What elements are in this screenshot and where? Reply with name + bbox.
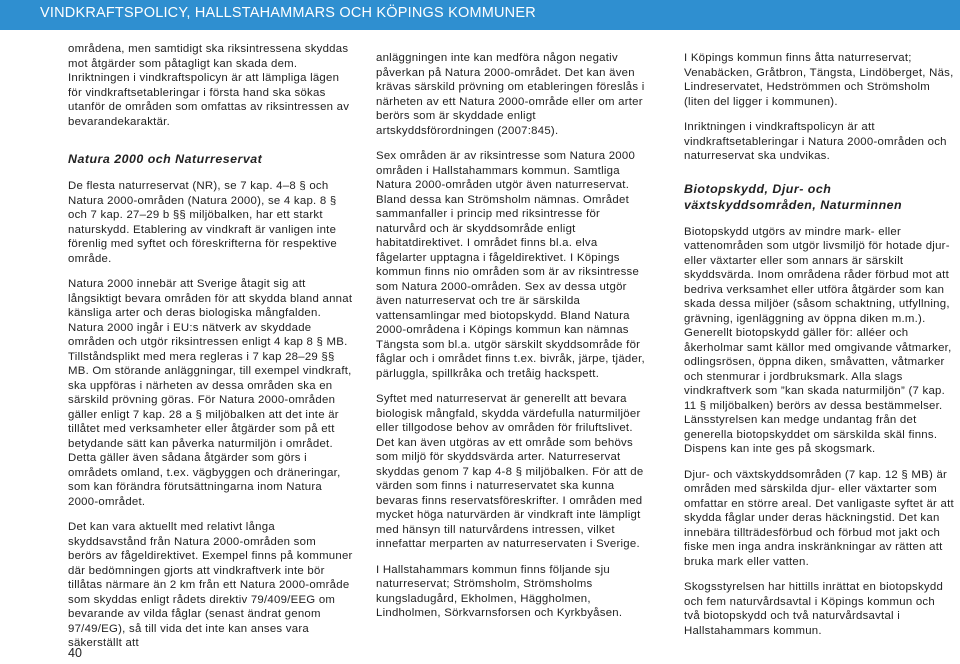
section-heading-natura-2000: Natura 2000 och Naturreservat — [68, 152, 263, 166]
paragraph: Skogsstyrelsen har hittills inrättat en biotopskydd och fem naturvårdsavtal i Köpings kommun och två biotopskydd och två naturvårdsavtal i Hallstahammars kommun. — [684, 581, 944, 637]
paragraph: De flesta naturreservat (NR), se 7 kap. 4–8 § och Natura 2000-områden (Natura 2000), se 4 kap. 8 § och 7 kap. 27–29 b §§ miljöbalken, har ett starkt naturskydd. Etablering av vindkraft är vanligen inte förenlig med syftet och föreskrifterna för respektive område. — [68, 180, 338, 265]
paragraph: Djur- och växtskyddsområden (7 kap. 12 § MB) är områden med särskilda djur- eller växtarter som omfattar en större areal. Det vanligaste syftet är att skydda fåglar under deras häckningstid. Det kan innebära tillträdesförbud och förbud mot jakt och fiske men inga andra inskränkningar av rätten att bruka mark eller vatten. — [684, 468, 954, 568]
paragraph: områdena, men samtidigt ska riksintressena skyddas mot åtgärder som påtagligt kan skada dem. Inriktningen i vindkraftspolicyn är att lämpliga lägen för vindkraftsetableringar i första hand ska sökas utanför de områden som omfattas av riksintressen av bevarandekaraktär. — [68, 43, 350, 128]
paragraph: Sex områden är av riksintresse som Natura 2000 områden i Hallstahammars kommun. Samtliga Natura 2000-områden utgör även naturreservat. Bland dessa kan Strömsholm nämnas. Området sammanfaller i princip med riksintresse för naturvård och är skyddsområde enligt habitatdirektivet. I området finns bl.a. elva fågelarter upptagna i fågeldirektivet. I Köpings kommun finns nio områden som är av riksintresse som Natura 2000-områden. Sex av dessa utgör även naturreservat och tre är särskilda vattensamlingar med biotopskydd. Bland Natura 2000-områdena i Köpings kommun kan nämnas Tängsta som bl.a. utgör särskilt skyddsområde för fåglar och i området finns t.ex. bivråk, järpe, tjäder, pärluggla, spillkråka och tretåig hackspett. — [376, 150, 645, 380]
header-bar — [0, 0, 960, 30]
paragraph: I Hallstahammars kommun finns följande sju naturreservat; Strömsholm, Strömsholms kungsladugård, Ekholmen, Häggholmen, Lindholmen, Sörkvarnsforsen och Kyrkbyåsen. — [376, 563, 623, 619]
paragraph: Syftet med naturreservat är generellt att bevara biologisk mångfald, skydda värdefulla naturmiljöer eller tillgodose behov av områden för friluftslivet. Det kan även utgöras av ett område som behövs som miljö för skyddsvärda arter. Naturreservat skyddas genom 7 kap 4-8 § miljöbalken. För att de värden som finns i naturreservatet ska kunna bevaras finns reservatsföreskrifter. I områden med mycket höga naturvärden är vindkraft inte lämpligt med hänsyn till naturvårdens intressen, vilket innefattar merparten av naturreservaten i Sverige. — [376, 393, 644, 550]
paragraph: Det kan vara aktuellt med relativt långa skyddsavstånd från Natura 2000-områden som berörs av fågeldirektivet. Exempel finns på kommuner där bedömningen gjorts att vindkraftverk inte bör tillåtas närmare än 2 km från ett Natura 2000-område som skyddas enligt rådets direktiv 79/409/EEG om bevarande av vilda fåglar (senast ändrat genom 97/49/EG), så till vida det inte kan anses vara säkerställt att — [68, 521, 353, 649]
text-column-3 — [684, 51, 954, 649]
paragraph: Inriktningen i vindkraftspolicyn är att vindkraftsetableringar i Natura 2000-områden och naturreservat ska undvikas. — [684, 121, 947, 162]
text-column-2 — [376, 51, 646, 632]
paragraph: Biotopskydd utgörs av mindre mark- eller vattenområden som utgör livsmiljö för hotade djur- eller växtarter eller som annars är särskilt skyddsvärda. Inom områdena råder förbud mot att bedriva verksamhet eller utföra åtgärder som kan skada dessa miljöer (såsom schaktning, utfyllning, grävning, igenläggning av öppna diken m.m.). Generellt biotopskydd gäller för: alléer och åkerholmar samt källor med omgivande våtmarker, odlingsrösen, öppna diken, småvatten, våtmarker och stenmurar i jordbruksmark. Alla slags vindkraftverk som ”kan skada naturmiljön” (7 kap. 11 § miljöbalken) berörs av dessa bestämmelser. Länsstyrelsen kan medge undantag från det generella biotopskyddet om särskilda skäl finns. Dispens kan inte ges på skogsmark. — [684, 225, 952, 455]
paragraph: I Köpings kommun finns åtta naturreservat; Venabäcken, Gråtbron, Tängsta, Lindöberget, Näs, Lindreservatet, Hedströmmen och Strömsholm (liten del ligger i kommunen). — [684, 52, 954, 108]
document-title: VINDKRAFTSPOLICY, HALLSTAHAMMARS OCH KÖPINGS KOMMUNER — [40, 5, 536, 21]
section-heading-biotopskydd: Biotopskydd, Djur- och växtskyddsområden, Naturminnen — [684, 181, 903, 212]
page-number: 40 — [68, 646, 82, 660]
text-column-1 — [68, 42, 353, 662]
paragraph: Natura 2000 innebär att Sverige åtagit sig att långsiktigt bevara områden för att skydda bland annat känsliga arter och deras biologiska mångfalden. Natura 2000 ingår i EU:s nätverk av skyddade områden och utgör riksintressen enligt 4 kap 8 § MB. Tillståndsplikt med mera regleras i 7 kap 28–29 §§ MB. Om störande anläggningar, till exempel vindkraft, ska uppföras i närheten av dessa områden ska en särskild prövning göras. För Natura 2000-områden gäller enligt 7 kap. 28 a § miljöbalken att det inte är tillåtet med verksamheter eller åtgärder som på ett betydande sätt kan påverka naturmiljön i området. Detta gäller även sådana åtgärder som görs i områdets omland, t.ex. vägbyggen och dräneringar, som kan förändra förutsättningarna inom Natura 2000-området. — [68, 278, 353, 508]
paragraph: anläggningen inte kan medföra någon negativ påverkan på Natura 2000-området. Det kan även krävas särskild prövning om etableringen föreslås i närheten av ett Natura 2000-område eller om arter berörs som är skyddade enligt artskyddsförordningen (2007:845). — [376, 52, 645, 137]
